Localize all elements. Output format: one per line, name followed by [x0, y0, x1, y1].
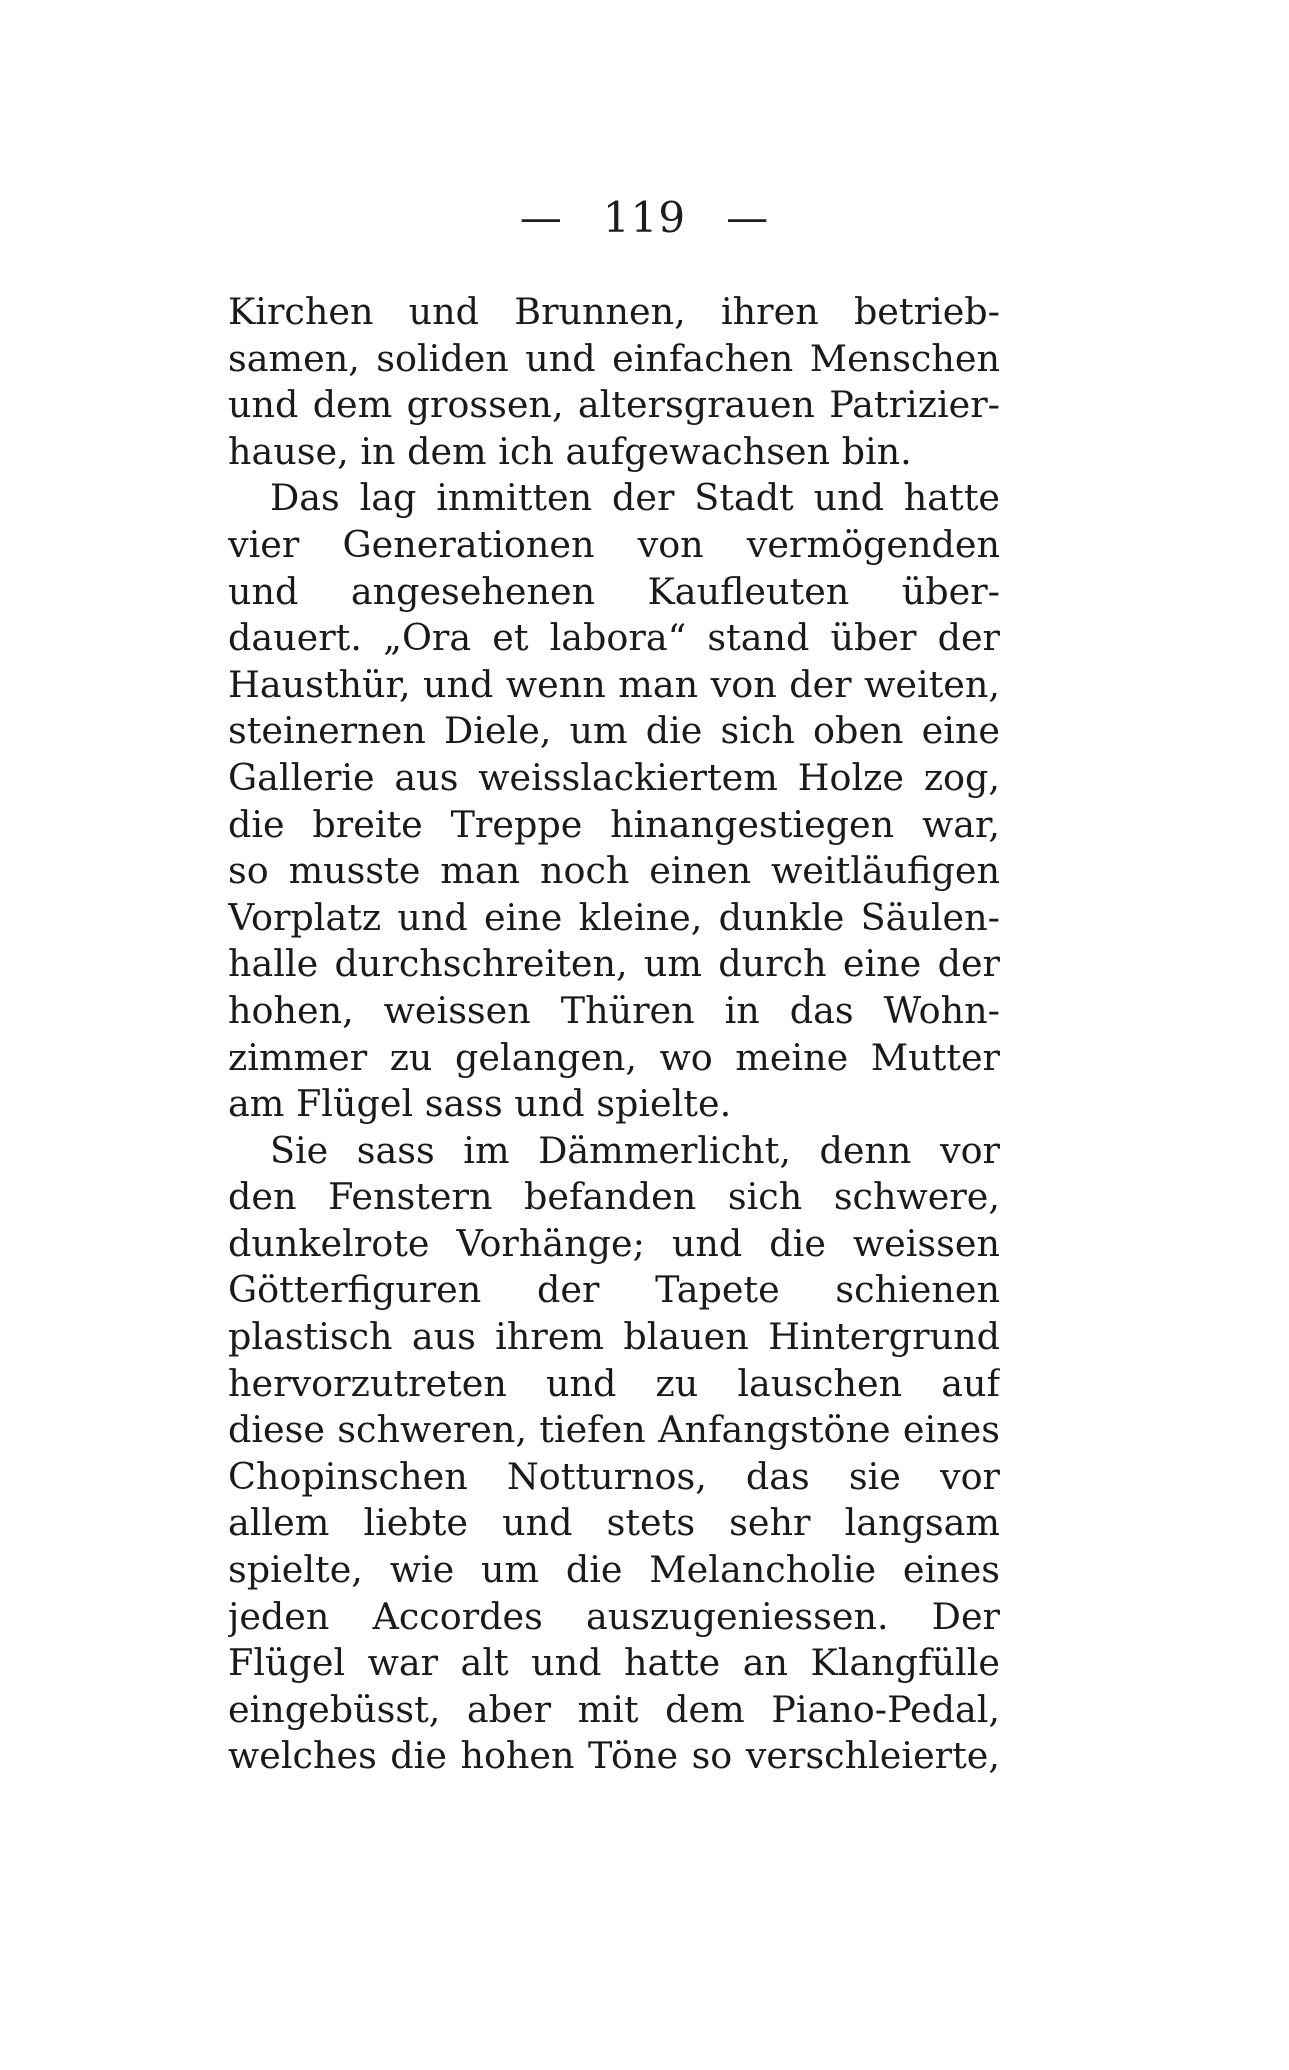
text-line: vier Generationen von vermögenden — [228, 522, 1000, 566]
text-line: plastisch aus ihrem blauen Hintergrund — [228, 1315, 1000, 1359]
text-line: Gallerie aus weisslackiertem Holze zog, — [228, 755, 1000, 799]
text-line: eingebüsst, aber mit dem Piano-Pedal, — [228, 1687, 1000, 1731]
text-line: jeden Accordes auszugeniessen. Der — [228, 1594, 1000, 1638]
text-line: allem liebte und stets sehr langsam — [228, 1501, 1000, 1545]
text-line: die breite Treppe hinangestiegen war, — [228, 802, 1000, 846]
text-line: am Flügel sass und spielte. — [228, 1082, 732, 1126]
text-line: spielte, wie um die Melancholie eines — [228, 1548, 1000, 1592]
text-line: Das lag inmitten der Stadt und hatte — [270, 476, 1000, 520]
text-line: hervorzutreten und zu lauschen auf — [228, 1361, 1000, 1405]
page-header — [0, 193, 1289, 243]
text-line: Chopinschen Notturnos, das sie vor — [228, 1454, 1000, 1498]
body-text — [228, 289, 1000, 1780]
text-line: Flügel war alt und hatte an Klangfülle — [228, 1641, 1000, 1685]
header-dash-left: — — [519, 193, 563, 242]
text-line: dunkelrote Vorhänge; und die weissen — [228, 1221, 1000, 1265]
text-line: und angesehenen Kaufleuten über- — [228, 569, 1000, 613]
text-line: steinernen Diele, um die sich oben eine — [228, 709, 1000, 753]
text-line: welches die hohen Töne so verschleierte, — [228, 1734, 1000, 1778]
page-number: 119 — [602, 193, 687, 242]
text-line: zimmer zu gelangen, wo meine Mutter — [228, 1035, 1000, 1079]
text-line: Sie sass im Dämmerlicht, denn vor — [270, 1128, 1000, 1172]
text-line: Hausthür, und wenn man von der weiten, — [228, 662, 1000, 706]
text-line: so musste man noch einen weitläufigen — [228, 849, 1000, 893]
text-line: halle durchschreiten, um durch eine der — [228, 942, 1000, 986]
text-line: Kirchen und Brunnen, ihren betrieb- — [228, 290, 1000, 333]
text-line: und dem grossen, altersgrauen Patrizier- — [228, 383, 1000, 427]
text-line: hohen, weissen Thüren in das Wohn- — [228, 988, 1000, 1032]
header-dash-right: — — [726, 193, 770, 242]
text-line: Vorplatz und eine kleine, dunkle Säulen- — [228, 895, 1000, 939]
text-line: diese schweren, tiefen Anfangstöne eines — [228, 1408, 1000, 1452]
text-line: den Fenstern befanden sich schwere, — [228, 1175, 1000, 1219]
text-line: Götterfiguren der Tapete schienen — [228, 1268, 1000, 1312]
text-line: hause, in dem ich aufgewachsen bin. — [228, 429, 912, 473]
text-line: samen, soliden und einfachen Menschen — [228, 336, 1000, 380]
text-line: dauert. „Ora et labora“ stand über der — [228, 616, 1000, 660]
